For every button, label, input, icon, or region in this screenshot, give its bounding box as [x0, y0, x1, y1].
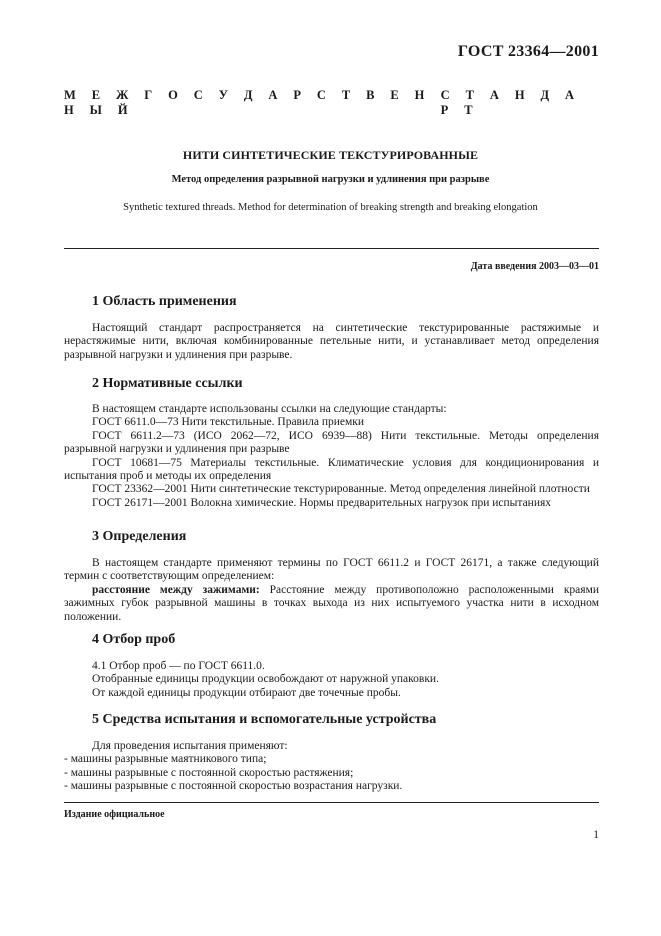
section-4-line: 4.1 Отбор проб — по ГОСТ 6611.0.	[92, 660, 265, 672]
definition-paragraph	[64, 584, 599, 624]
document-subtitle: Метод определения разрывной нагрузки и удлинения при разрыве	[171, 174, 490, 185]
section-3-heading: 3 Определения	[92, 529, 187, 544]
section-4-heading: 4 Отбор проб	[92, 632, 176, 647]
list-item: - машины разрывные маятникового типа;	[64, 753, 267, 766]
reference-item: ГОСТ 23362—2001 Нити синтетические текстурированные. Метод определения линейной плотности	[92, 483, 590, 496]
introduction-date: Дата введения 2003—03—01	[470, 261, 599, 272]
document-title: НИТИ СИНТЕТИЧЕСКИЕ ТЕКСТУРИРОВАННЫЕ	[182, 148, 479, 162]
section-3-intro: В настоящем стандарте применяют термины по ГОСТ 6611.2 и ГОСТ 26171, а также следующий термин с соответствующим определением:	[64, 557, 599, 583]
english-title: Synthetic textured threads. Method for determination of breaking strength and breaking elongation	[123, 202, 538, 213]
list-item: - машины разрывные с постоянной скоростью возрастания нагрузки.	[64, 780, 403, 793]
edition-label: Издание официальное	[64, 809, 165, 820]
section-1-heading: 1 Область применения	[92, 294, 237, 309]
reference-item: ГОСТ 10681—75 Материалы текстильные. Климатические условия для кондиционирования и испытания проб и методы их определения	[64, 456, 599, 483]
footer-divider	[64, 802, 599, 803]
section-5-heading: 5 Средства испытания и вспомогательные устройства	[92, 712, 437, 727]
page-number: 1	[593, 829, 599, 841]
interstate-standard-banner	[64, 88, 599, 118]
interstate-word: М Е Ж Г О С У Д А Р С Т В Е Н Н Ы Й	[64, 88, 431, 117]
section-5-intro: Для проведения испытания применяют:	[92, 740, 288, 752]
list-item: - машины разрывные с постоянной скоростью растяжения;	[64, 766, 354, 779]
reference-item: ГОСТ 6611.2—73 (ИСО 2062—72, ИСО 6939—88) Нити текстильные. Методы определения разрывной нагрузки и удлинения при разрыве	[64, 429, 599, 456]
section-1-text: Настоящий стандарт распространяется на синтетические текстурированные растяжимые и нерастяжимые нити, включая комбинированные петельные нити, и устанавливает метод определения разрывной нагрузки и удлинения при разрыве.	[64, 322, 599, 361]
section-4-body	[64, 660, 599, 700]
document-number: ГОСТ 23364—2001	[457, 43, 599, 60]
section-2-intro: В настоящем стандарте использованы ссылки на следующие стандарты:	[92, 403, 447, 415]
header-divider	[64, 248, 599, 249]
section-4-line: От каждой единицы продукции отбирают две точечные пробы.	[92, 686, 401, 699]
reference-item: ГОСТ 6611.0—73 Нити текстильные. Правила приемки	[92, 416, 365, 429]
reference-item: ГОСТ 26171—2001 Волокна химические. Нормы предварительных нагрузок при испытаниях	[92, 496, 552, 509]
standard-word: С Т А Н Д А Р Т	[440, 88, 581, 117]
section-4-line: Отобранные единицы продукции освобождают от наружной упаковки.	[92, 673, 439, 686]
defined-term: расстояние между зажимами:	[92, 583, 260, 596]
section-2-body	[64, 403, 599, 510]
term-definition: Расстояние между противоположно расположенными краями зажимных губок разрывной машины в точках выхода из них испытуемого участка нити в исходном положении.	[64, 583, 599, 623]
section-5-body	[64, 740, 599, 794]
section-3-body	[64, 557, 599, 624]
section-1-body	[64, 322, 599, 362]
section-2-heading: 2 Нормативные ссылки	[92, 376, 243, 391]
